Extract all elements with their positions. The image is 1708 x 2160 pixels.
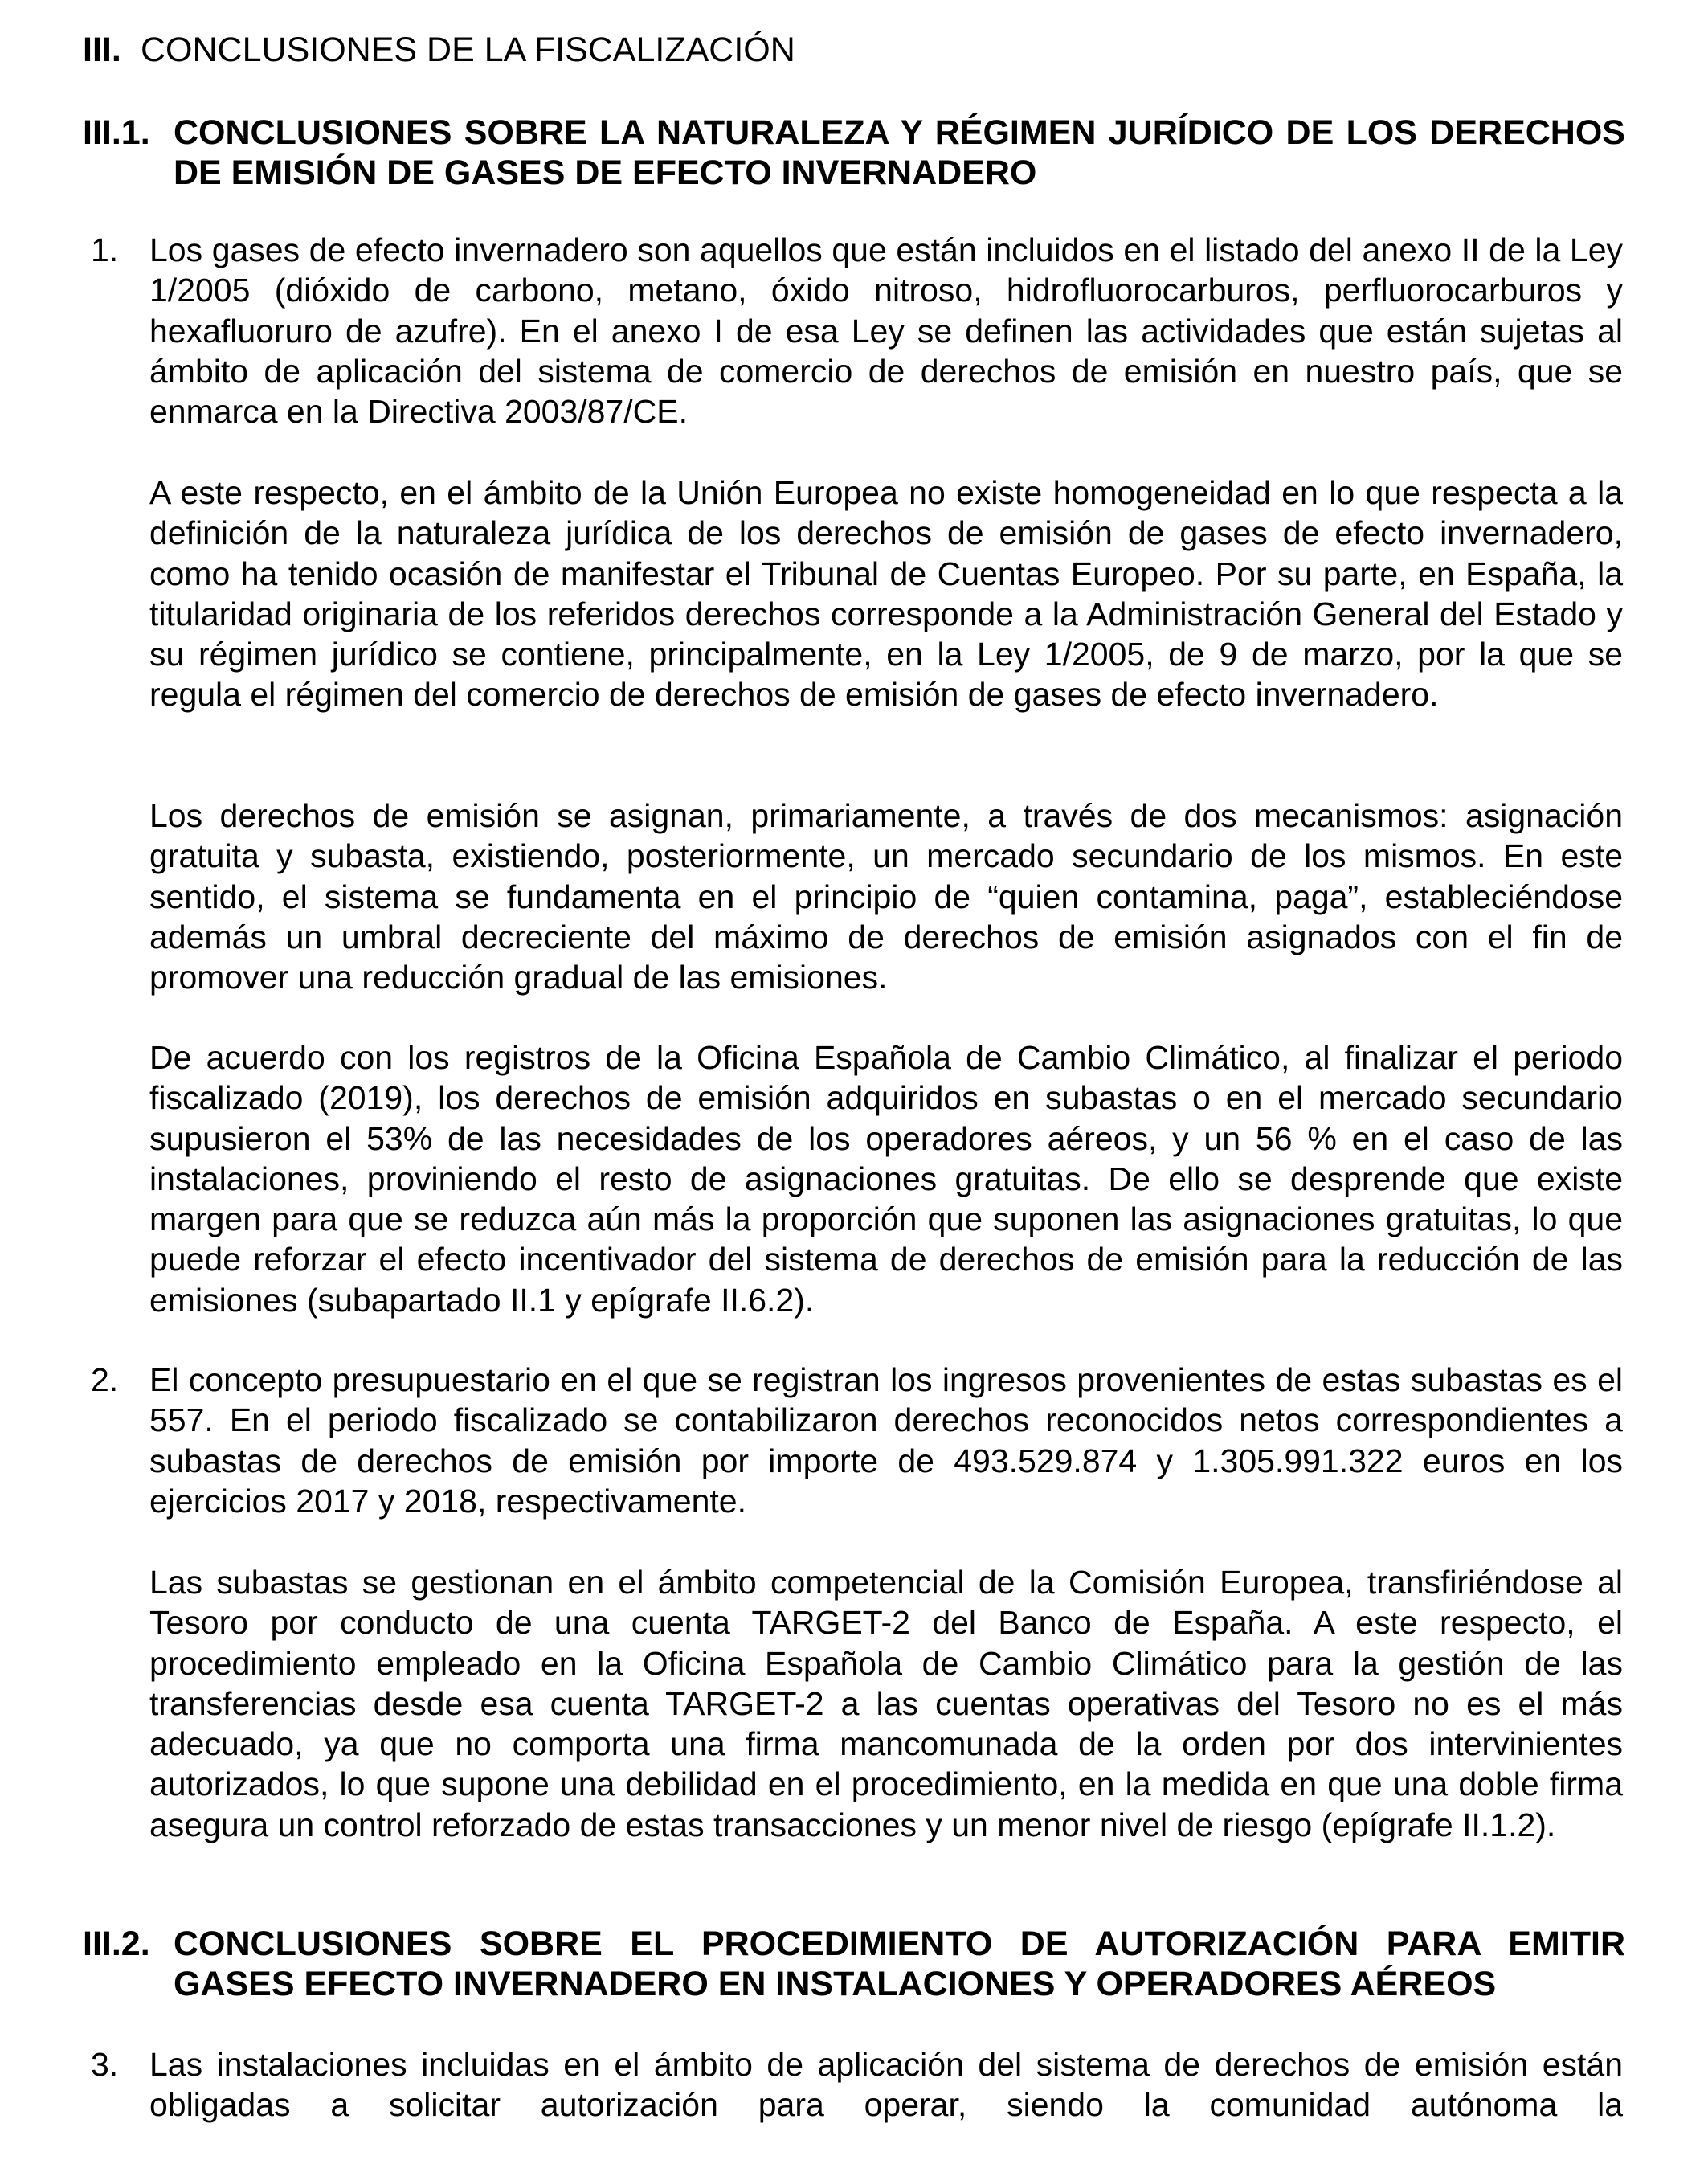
item-2-paragraph-1	[91, 1360, 1623, 1521]
main-heading-title: CONCLUSIONES DE LA FISCALIZACIÓN	[141, 31, 795, 69]
item-1-p3-text: Los derechos de emisión se asignan, primariamente, a través de dos mecanismos: asignación gratuita y subasta, existiendo, posteriormente, un mercado secundario de los mismos. En este sentido, el sistema se fundamenta en el principio de “quien contamina, paga”, estableciéndose además un umbral decreciente del máximo de derechos de emisión asignados con el fin de promover una reducción gradual de las emisiones.	[149, 797, 1623, 996]
section-heading-1	[83, 112, 1625, 193]
item-2-number: 2.	[91, 1361, 119, 1398]
item-3-number: 3.	[91, 2046, 119, 2083]
main-heading-number: III.	[83, 31, 121, 69]
item-3-p1-text: Las instalaciones incluidas en el ámbito de aplicación del sistema de derechos de emisión están obligadas a solicitar autorización para operar, siendo la comunidad autónoma la	[149, 2046, 1623, 2124]
section-heading-2	[83, 1924, 1625, 2004]
item-2-p1-text: El concepto presupuestario en el que se registran los ingresos provenientes de estas subastas es el 557. En el periodo fiscalizado se contabilizaron derechos reconocidos netos correspondientes a subastas de derechos de emisión por importe de 493.529.874 y 1.305.991.322 euros en los ejercicios 2017 y 2018, respectivamente.	[149, 1361, 1623, 1520]
item-1-paragraph-3	[149, 796, 1623, 997]
item-2-paragraph-2	[149, 1562, 1623, 1845]
section-2-title: CONCLUSIONES SOBRE EL PROCEDIMIENTO DE AUTORIZACIÓN PARA EMITIR GASES EFECTO INVERNADERO EN INSTALACIONES Y OPERADORES AÉREOS	[174, 1925, 1625, 2003]
item-1-p4-text: De acuerdo con los registros de la Oficina Española de Cambio Climático, al finalizar el periodo fiscalizado (2019), los derechos de emisión adquiridos en subastas o en el mercado secundario supusieron el 53% de las necesidades de los operadores aéreos, y un 56 % en el caso de las instalaciones, proviniendo el resto de asignaciones gratuitas. De ello se desprende que existe margen para que se reduzca aún más la proporción que suponen las asignaciones gratuitas, lo que puede reforzar el efecto incentivador del sistema de derechos de emisión para la reducción de las emisiones (subapartado II.1 y epígrafe II.6.2).	[149, 1039, 1623, 1319]
section-1-number: III.1.	[83, 113, 150, 152]
item-3-paragraph-1	[91, 2044, 1623, 2125]
section-1-title: CONCLUSIONES SOBRE LA NATURALEZA Y RÉGIMEN JURÍDICO DE LOS DERECHOS DE EMISIÓN DE GASES DE EFECTO INVERNADERO	[174, 113, 1625, 192]
item-1-p2-text: A este respecto, en el ámbito de la Unión Europea no existe homogeneidad en lo que respecta a la definición de la naturaleza jurídica de los derechos de emisión de gases de efecto invernadero, como ha tenido ocasión de manifestar el Tribunal de Cuentas Europeo. Por su parte, en España, la titularidad originaria de los referidos derechos corresponde a la Administración General del Estado y su régimen jurídico se contiene, principalmente, en la Ley 1/2005, de 9 de marzo, por la que se regula el régimen del comercio de derechos de emisión de gases de efecto invernadero.	[149, 474, 1623, 714]
main-heading	[83, 29, 795, 71]
item-2-p2-text: Las subastas se gestionan en el ámbito competencial de la Comisión Europea, transfiriéndose al Tesoro por conducto de una cuenta TARGET-2 del Banco de España. A este respecto, el procedimiento empleado en la Oficina Española de Cambio Climático para la gestión de las transferencias desde esa cuenta TARGET-2 a las cuentas operativas del Tesoro no es el más adecuado, ya que no comporta una firma mancomunada de la orden por dos intervinientes autorizados, lo que supone una debilidad en el procedimiento, en la medida en que una doble firma asegura un control reforzado de estas transacciones y un menor nivel de riesgo (epígrafe II.1.2).	[149, 1564, 1623, 1843]
item-1-paragraph-2	[149, 472, 1623, 715]
item-1-paragraph-4	[149, 1037, 1623, 1320]
item-1-p1-text: Los gases de efecto invernadero son aquellos que están incluidos en el listado del anexo II de la Ley 1/2005 (dióxido de carbono, metano, óxido nitroso, hidrofluorocarburos, perfluorocarburos y hexafluoruro de azufre). En el anexo I de esa Ley se definen las actividades que están sujetas al ámbito de aplicación del sistema de comercio de derechos de emisión en nuestro país, que se enmarca en la Directiva 2003/87/CE.	[149, 231, 1623, 431]
item-1-number: 1.	[91, 231, 119, 268]
section-2-number: III.2.	[83, 1925, 150, 1963]
item-1-paragraph-1	[91, 230, 1623, 432]
